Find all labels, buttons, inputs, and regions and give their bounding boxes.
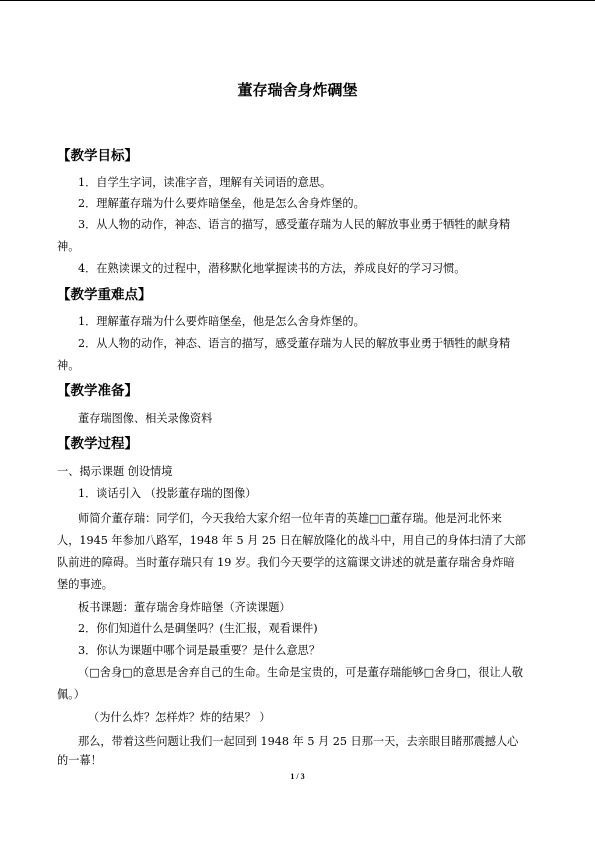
process-line: 一、揭示课题 创设情境 (57, 465, 173, 478)
goals-line: 神。 (57, 240, 80, 253)
prep-line: 董存瑞图像、相关录像资料 (78, 412, 213, 425)
section-heading-process: 【教学过程】 (57, 436, 138, 452)
key-points-line: 神。 (57, 359, 80, 372)
process-line: 师简介董存瑞：同学们，今天我给大家介绍一位年青的英雄□□董存瑞。他是河北怀来 (78, 512, 502, 525)
goals-line: 4．在熟读课文的过程中，潜移默化地掌握读书的方法，养成良好的学习习惯。 (78, 262, 466, 275)
process-line: 人，1945 年参加八路军，1948 年 5 月 25 日在解放隆化的战斗中，用自己的身体扫清了大部 (57, 534, 526, 547)
document-title: 董存瑞舍身炸碉堡 (237, 81, 358, 99)
process-line: 堡的事迹。 (57, 578, 113, 591)
goals-line: 2．理解董存瑞为什么要炸暗堡垒，他是怎么舍身炸堡的。 (78, 197, 365, 210)
key-points-line: 2．从人物的动作，神态、语言的描写，感受董存瑞为人民的解放事业勇于牺牲的献身精 (78, 337, 511, 350)
process-line: 1．谈话引入 （投影董存瑞的图像） (78, 487, 257, 500)
process-line: 板书课题：董存瑞舍身炸暗堡（齐读课题） (78, 601, 291, 614)
process-line: 那么，带着这些问题让我们一起回到 1948 年 5 月 25 日那一天，去亲眼目睹那震撼人心 (78, 735, 519, 748)
process-line: （为什么炸？怎样炸？炸的结果？ ） (88, 711, 271, 724)
top-rule (0, 0, 595, 1)
process-line: 队前进的障碍。当时董存瑞只有 19 岁。我们今天要学的这篇课文讲述的就是董存瑞舍身炸暗 (57, 556, 515, 569)
section-heading-prep: 【教学准备】 (57, 383, 138, 399)
process-line: 佩。） (57, 688, 85, 701)
section-heading-goals: 【教学目标】 (57, 148, 138, 164)
process-line: 3．你认为课题中哪个词是最重要？是什么意思？ (78, 644, 321, 657)
key-points-line: 1．理解董存瑞为什么要炸暗堡垒，他是怎么舍身炸堡的。 (78, 315, 365, 328)
page-number: 1 / 3 (290, 772, 305, 781)
section-heading-key-points: 【教学重难点】 (57, 287, 152, 303)
process-line: （□舍身□的意思是舍弃自己的生命。生命是宝贵的，可是董存瑞能够□舍身□，很让人敬 (78, 666, 524, 679)
goals-line: 3．从人物的动作，神态、语言的描写，感受董存瑞为人民的解放事业勇于牺牲的献身精 (78, 218, 511, 231)
process-line: 2．你们知道什么是碉堡吗？(生汇报，观看课件) (78, 622, 318, 635)
process-line: 的一幕！ (57, 754, 102, 767)
goals-line: 1．自学生字词，读准字音，理解有关词语的意思。 (78, 176, 332, 189)
